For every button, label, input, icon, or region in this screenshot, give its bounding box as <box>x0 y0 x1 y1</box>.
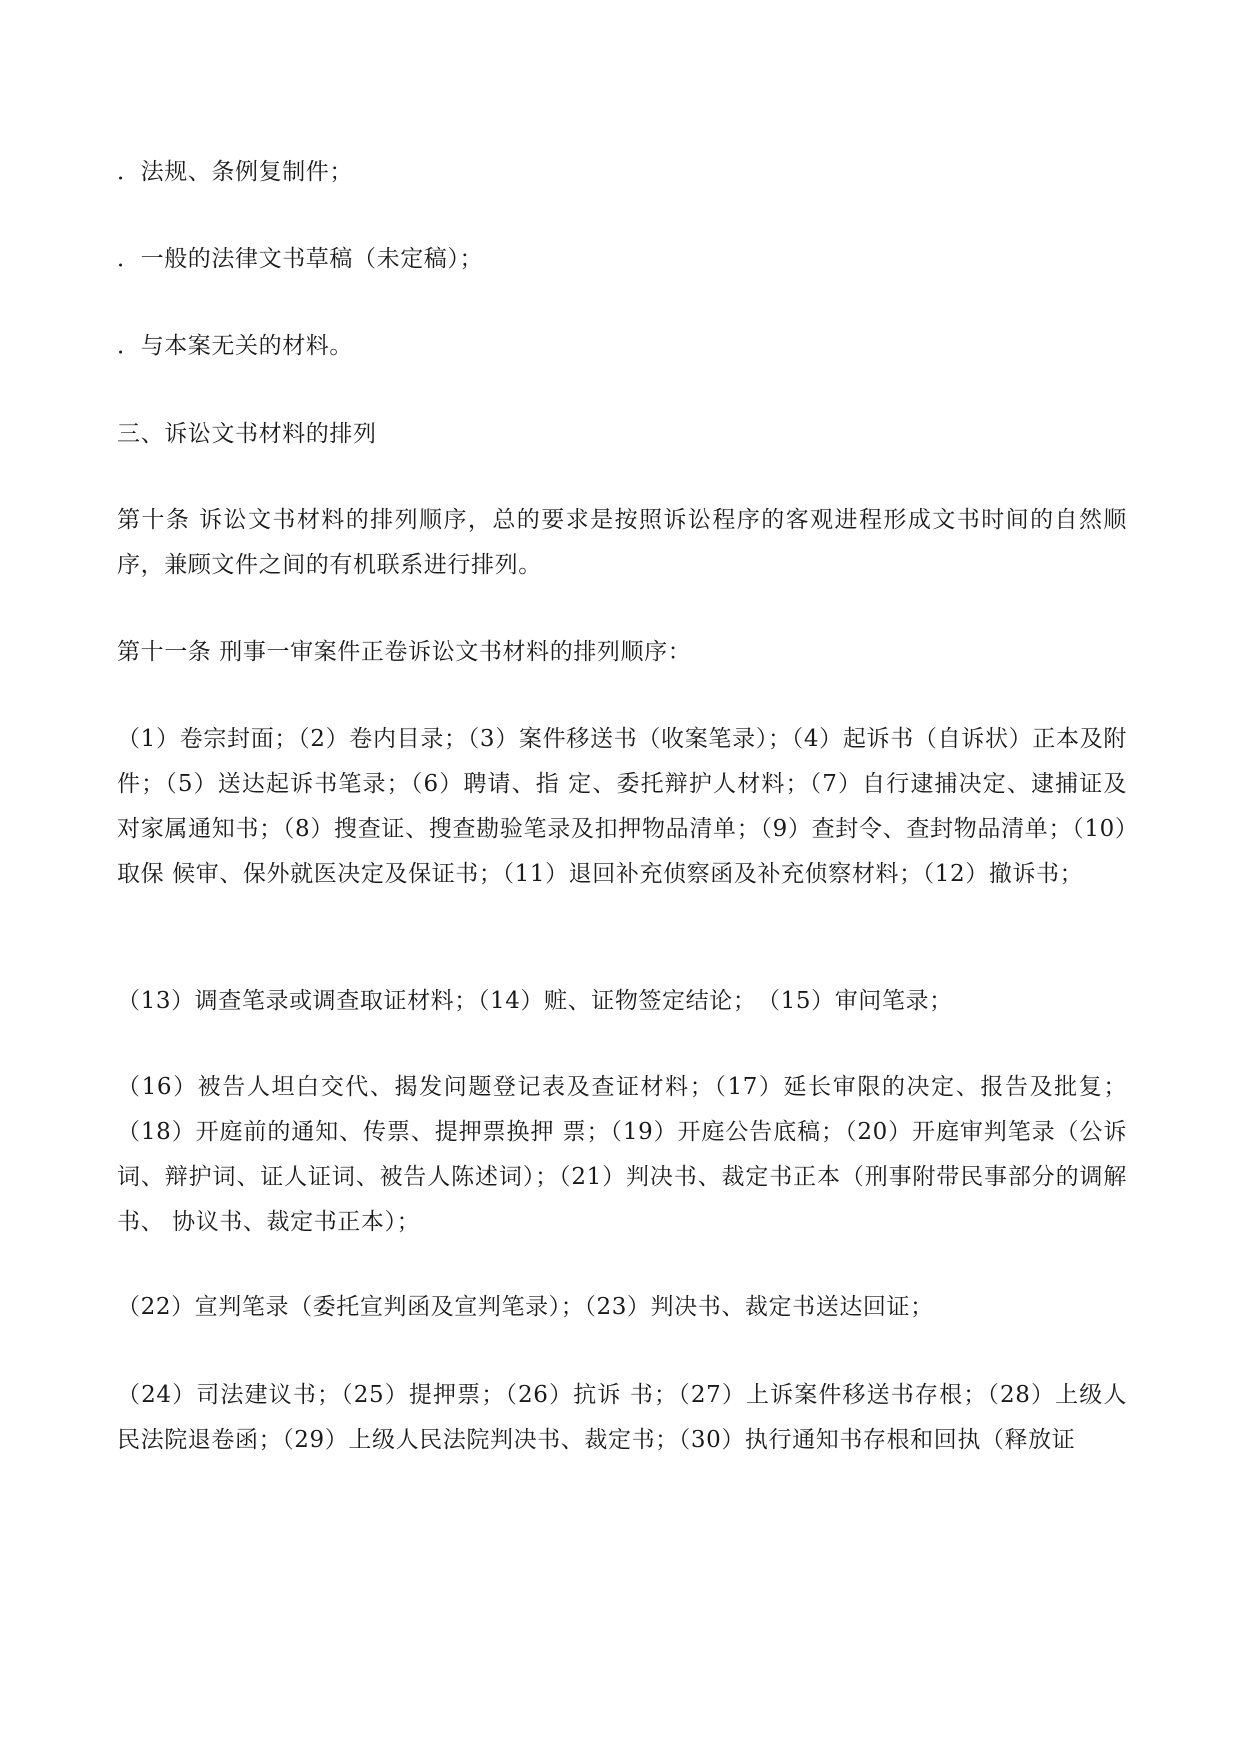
list-item-unrelated-materials: ．与本案无关的材料。 <box>117 333 353 359</box>
ordering-items-24-30: （24）司法建议书；（25）提押票；（26）抗诉 书；（27）上诉案件移送书存根；（28）上级人民法院退卷函；（29）上级人民法院判决书、裁定书；（30）执行通知书存根和回执（释放证 <box>117 1382 1127 1453</box>
article-11: 第十一条 刑事一审案件正卷诉讼文书材料的排列顺序： <box>117 639 692 665</box>
ordering-items-13-15: （13）调查笔录或调查取证材料；（14）赃、证物签定结论； （15）审问笔录； <box>117 988 953 1014</box>
ordering-items-22-23: （22）宣判笔录（委托宣判函及宣判笔录）；（23）判决书、裁定书送达回证； <box>117 1294 934 1320</box>
section-heading: 三、诉讼文书材料的排列 <box>117 421 377 447</box>
ordering-items-1-12: （1）卷宗封面；（2）卷内目录；（3）案件移送书（收案笔录）；（4）起诉书（自诉状）正本及附件；（5）送达起诉书笔录；（6）聘请、指 定、委托辩护人材料；（7）自行逮捕决定、逮捕证及对家属通知书；（8）搜查证、搜查勘验笔录及扣押物品清单；（9）查封令、查封物品清单；（10）取保 候审、保外就医决定及保证书；（11）退回补充侦察函及补充侦察材料；（12）撤诉书； <box>117 726 1127 887</box>
ordering-items-16-21: （16）被告人坦白交代、揭发问题登记表及查证材料；（17）延长审限的决定、报告及批复；（18）开庭前的通知、传票、提押票换押 票；（19）开庭公告底稿；（20）开庭审判笔录（公诉词、辩护词、证人证词、被告人陈述词）；（21）判决书、裁定书正本（刑事附带民事部分的调解书、 协议书、裁定书正本）； <box>117 1074 1127 1235</box>
list-item-draft-documents: ．一般的法律文书草稿（未定稿）； <box>117 246 484 272</box>
article-10: 第十条 诉讼文书材料的排列顺序，总的要求是按照诉讼程序的客观进程形成文书时间的自然顺序，兼顾文件之间的有机联系进行排列。 <box>117 507 1127 578</box>
list-item-regulations-copies: ．法规、条例复制件； <box>117 159 353 185</box>
